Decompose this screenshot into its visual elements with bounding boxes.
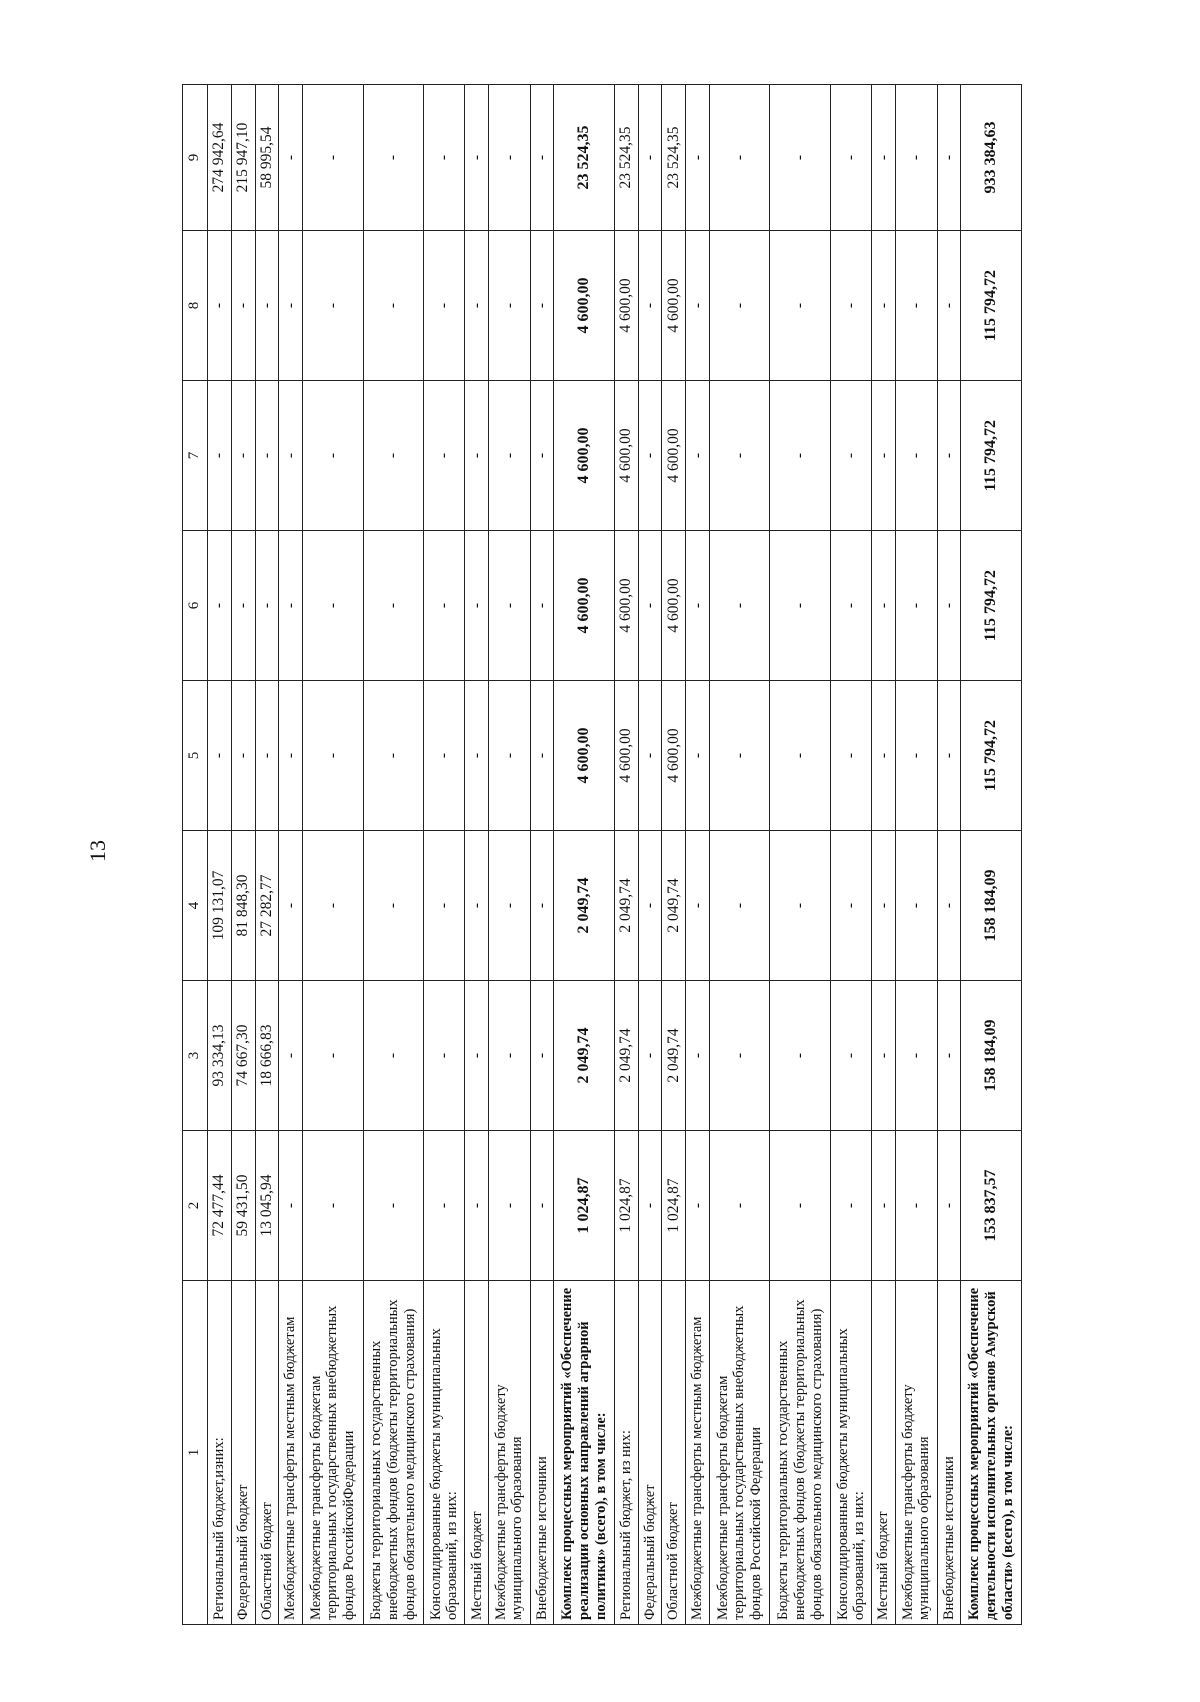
value-cell: 933 384,63 [961,85,1022,231]
value-cell: - [465,981,489,1131]
value-cell: - [770,1131,831,1281]
table-row [662,85,686,1625]
value-cell: 4 600,00 [614,381,638,531]
value-cell: - [231,231,255,381]
value-cell: - [709,231,770,381]
table-row [363,85,424,1625]
value-cell: - [424,831,465,981]
value-cell: - [489,381,530,531]
value-cell: 58 995,54 [255,85,279,231]
value-cell: - [303,1131,364,1281]
row-label-cell: Межбюджетные трансферты местным бюджетам [279,1281,303,1625]
value-cell: - [937,681,961,831]
value-cell: - [937,981,961,1131]
row-label-cell: Межбюджетные трансферты бюджетам территориальных государственных внебюджетных фондов РоссийскойФедерации [303,1281,364,1625]
value-cell: - [363,681,424,831]
value-cell: - [896,981,937,1131]
value-cell: - [424,531,465,681]
value-cell: - [530,681,554,831]
value-cell: - [709,381,770,531]
table-row [255,85,279,1625]
value-cell: 59 431,50 [231,1131,255,1281]
value-cell: - [465,681,489,831]
value-cell: - [231,531,255,681]
value-cell: - [638,231,662,381]
table-row [554,85,615,1625]
value-cell: 4 600,00 [554,381,615,531]
column-header: 1 [183,1281,208,1625]
column-header: 5 [183,681,208,831]
value-cell: - [686,681,710,831]
column-header: 7 [183,381,208,531]
value-cell: 158 184,09 [961,831,1022,981]
value-cell: - [686,831,710,981]
value-cell: - [363,1131,424,1281]
value-cell: 2 049,74 [614,831,638,981]
value-cell: - [279,1131,303,1281]
value-cell: - [709,831,770,981]
value-cell: 4 600,00 [554,681,615,831]
value-cell: - [872,681,896,831]
value-cell: - [686,85,710,231]
row-label-cell: Межбюджетные трансферты бюджету муниципального образования [489,1281,530,1625]
value-cell: - [303,981,364,1131]
row-label-cell: Внебюджетные источники [937,1281,961,1625]
column-header: 9 [183,85,208,231]
table-row [279,85,303,1625]
value-cell: - [686,531,710,681]
row-label-cell: Консолидированные бюджеты муниципальных образований, из них: [424,1281,465,1625]
value-cell: - [303,531,364,681]
value-cell: - [872,231,896,381]
column-header: 2 [183,1131,208,1281]
table-row [424,85,465,1625]
value-cell: - [872,1131,896,1281]
budget-table-rotated [182,85,1022,1625]
value-cell: - [424,681,465,831]
table-row [465,85,489,1625]
value-cell: 115 794,72 [961,681,1022,831]
value-cell: - [872,831,896,981]
value-cell: - [770,981,831,1131]
table-row [709,85,770,1625]
value-cell: 13 045,94 [255,1131,279,1281]
value-cell: - [489,531,530,681]
table-row [530,85,554,1625]
row-label-cell: Региональный бюджет, из них: [614,1281,638,1625]
value-cell: 4 600,00 [662,231,686,381]
value-cell: - [830,381,871,531]
value-cell: 23 524,35 [662,85,686,231]
value-cell: - [896,1131,937,1281]
value-cell: 74 667,30 [231,981,255,1131]
value-cell: - [363,831,424,981]
value-cell: - [424,85,465,231]
value-cell: - [686,1131,710,1281]
row-label-cell: Федеральный бюджет [638,1281,662,1625]
value-cell: - [465,831,489,981]
value-cell: 109 131,07 [208,831,232,981]
value-cell: - [255,381,279,531]
value-cell: - [770,831,831,981]
value-cell: - [489,681,530,831]
value-cell: 27 282,77 [255,831,279,981]
table-row [896,85,937,1625]
value-cell: - [770,531,831,681]
value-cell: 115 794,72 [961,531,1022,681]
value-cell: 274 942,64 [208,85,232,231]
row-label-cell: Бюджеты территориальных государственных внебюджетных фондов (бюджеты территориальных фондов обязательного медицинского страхования) [363,1281,424,1625]
row-label-cell: Областной бюджет [255,1281,279,1625]
value-cell: - [896,85,937,231]
value-cell: - [896,681,937,831]
value-cell: - [830,1131,871,1281]
value-cell: - [872,381,896,531]
value-cell: - [638,381,662,531]
value-cell: 1 024,87 [554,1131,615,1281]
value-cell: - [830,831,871,981]
value-cell: - [638,981,662,1131]
value-cell: - [279,981,303,1131]
table-row [638,85,662,1625]
value-cell: 2 049,74 [554,831,615,981]
table-row [231,85,255,1625]
row-label-cell: Местный бюджет [872,1281,896,1625]
value-cell: - [872,85,896,231]
row-label-cell: Региональный бюджет,изних: [208,1281,232,1625]
value-cell: - [363,381,424,531]
table-row [686,85,710,1625]
value-cell: - [303,85,364,231]
table-row [937,85,961,1625]
value-cell: - [363,531,424,681]
table-row [208,85,232,1625]
value-cell: - [489,831,530,981]
value-cell: - [231,381,255,531]
value-cell: 2 049,74 [614,981,638,1131]
table-row [830,85,871,1625]
value-cell: - [424,1131,465,1281]
row-label-cell: Бюджеты территориальных государственных внебюджетных фондов (бюджеты территориальных фондов обязательного медицинского страхования) [770,1281,831,1625]
value-cell: - [530,981,554,1131]
value-cell: - [709,681,770,831]
value-cell: - [255,681,279,831]
value-cell: - [770,381,831,531]
value-cell: 4 600,00 [662,681,686,831]
value-cell: - [709,981,770,1131]
value-cell: 18 666,83 [255,981,279,1131]
value-cell: 72 477,44 [208,1131,232,1281]
row-label-cell: Комплекс процессных мероприятий «Обеспечение деятельности исполнительных органов Амурской области» (всего), в том числе: [961,1281,1022,1625]
value-cell: - [872,531,896,681]
value-cell: 4 600,00 [614,681,638,831]
value-cell: - [937,1131,961,1281]
page-number: 13 [85,840,110,862]
value-cell: 4 600,00 [662,381,686,531]
value-cell: - [489,85,530,231]
column-header: 6 [183,531,208,681]
value-cell: - [896,831,937,981]
value-cell: - [303,681,364,831]
value-cell: - [530,531,554,681]
value-cell: - [830,531,871,681]
value-cell: 153 837,57 [961,1131,1022,1281]
value-cell: - [709,1131,770,1281]
value-cell: - [465,381,489,531]
table-body [208,85,1022,1625]
table-row [961,85,1022,1625]
row-label-cell: Межбюджетные трансферты местным бюджетам [686,1281,710,1625]
value-cell: 115 794,72 [961,381,1022,531]
value-cell: - [424,381,465,531]
value-cell: 158 184,09 [961,981,1022,1131]
table-row [303,85,364,1625]
value-cell: - [530,85,554,231]
value-cell: - [279,381,303,531]
value-cell: - [255,231,279,381]
value-cell: - [530,231,554,381]
value-cell: - [937,231,961,381]
value-cell: - [424,231,465,381]
table-header-row [183,85,208,1625]
row-label-cell: Межбюджетные трансферты бюджетам территориальных государственных внебюджетных фондов Российской Федерации [709,1281,770,1625]
value-cell: 4 600,00 [614,531,638,681]
value-cell: - [465,231,489,381]
row-label-cell: Федеральный бюджет [231,1281,255,1625]
value-cell: - [363,85,424,231]
row-label-cell: Межбюджетные трансферты бюджету муниципального образования [896,1281,937,1625]
value-cell: - [303,831,364,981]
table-row [614,85,638,1625]
value-cell: - [303,381,364,531]
value-cell: - [937,381,961,531]
value-cell: 4 600,00 [554,531,615,681]
value-cell: 2 049,74 [554,981,615,1131]
value-cell: - [279,831,303,981]
value-cell: - [208,381,232,531]
value-cell: 1 024,87 [662,1131,686,1281]
value-cell: - [638,831,662,981]
value-cell: 23 524,35 [554,85,615,231]
value-cell: - [279,231,303,381]
value-cell: - [424,981,465,1131]
value-cell: - [279,681,303,831]
value-cell: - [638,681,662,831]
value-cell: - [489,231,530,381]
value-cell: - [896,531,937,681]
value-cell: - [465,1131,489,1281]
value-cell: - [465,531,489,681]
row-label-cell: Внебюджетные источники [530,1281,554,1625]
row-label-cell: Местный бюджет [465,1281,489,1625]
value-cell: - [363,981,424,1131]
value-cell: - [638,531,662,681]
value-cell: - [208,681,232,831]
value-cell: - [638,85,662,231]
value-cell: - [709,85,770,231]
table-row [872,85,896,1625]
value-cell: 115 794,72 [961,231,1022,381]
value-cell: - [208,531,232,681]
value-cell: 4 600,00 [614,231,638,381]
value-cell: - [530,381,554,531]
value-cell: 81 848,30 [231,831,255,981]
value-cell: - [830,231,871,381]
value-cell: 23 524,35 [614,85,638,231]
value-cell: - [363,231,424,381]
value-cell: - [896,231,937,381]
value-cell: 4 600,00 [662,531,686,681]
row-label-cell: Областной бюджет [662,1281,686,1625]
value-cell: - [530,1131,554,1281]
value-cell: - [770,85,831,231]
value-cell: - [937,831,961,981]
value-cell: - [686,231,710,381]
budget-table [182,84,1022,1625]
value-cell: - [279,85,303,231]
value-cell: - [896,381,937,531]
table-row [489,85,530,1625]
value-cell: - [638,1131,662,1281]
value-cell: - [231,681,255,831]
column-header: 8 [183,231,208,381]
value-cell: - [770,231,831,381]
value-cell: - [208,231,232,381]
value-cell: 1 024,87 [614,1131,638,1281]
row-label-cell: Комплекс процессных мероприятий «Обеспечение реализации основных направлений аграрной политики» (всего), в том числе: [554,1281,615,1625]
value-cell: 2 049,74 [662,831,686,981]
value-cell: - [686,981,710,1131]
value-cell: - [279,531,303,681]
table-row [770,85,831,1625]
value-cell: 4 600,00 [554,231,615,381]
column-header: 4 [183,831,208,981]
value-cell: 215 947,10 [231,85,255,231]
value-cell: - [530,831,554,981]
column-header: 3 [183,981,208,1131]
value-cell: - [255,531,279,681]
row-label-cell: Консолидированные бюджеты муниципальных образований, из них: [830,1281,871,1625]
value-cell: - [872,981,896,1131]
value-cell: - [489,981,530,1131]
value-cell: - [937,531,961,681]
value-cell: 2 049,74 [662,981,686,1131]
value-cell: 93 334,13 [208,981,232,1131]
value-cell: - [937,85,961,231]
value-cell: - [709,531,770,681]
value-cell: - [830,981,871,1131]
value-cell: - [303,231,364,381]
value-cell: - [465,85,489,231]
value-cell: - [830,85,871,231]
value-cell: - [686,381,710,531]
value-cell: - [770,681,831,831]
value-cell: - [489,1131,530,1281]
value-cell: - [830,681,871,831]
